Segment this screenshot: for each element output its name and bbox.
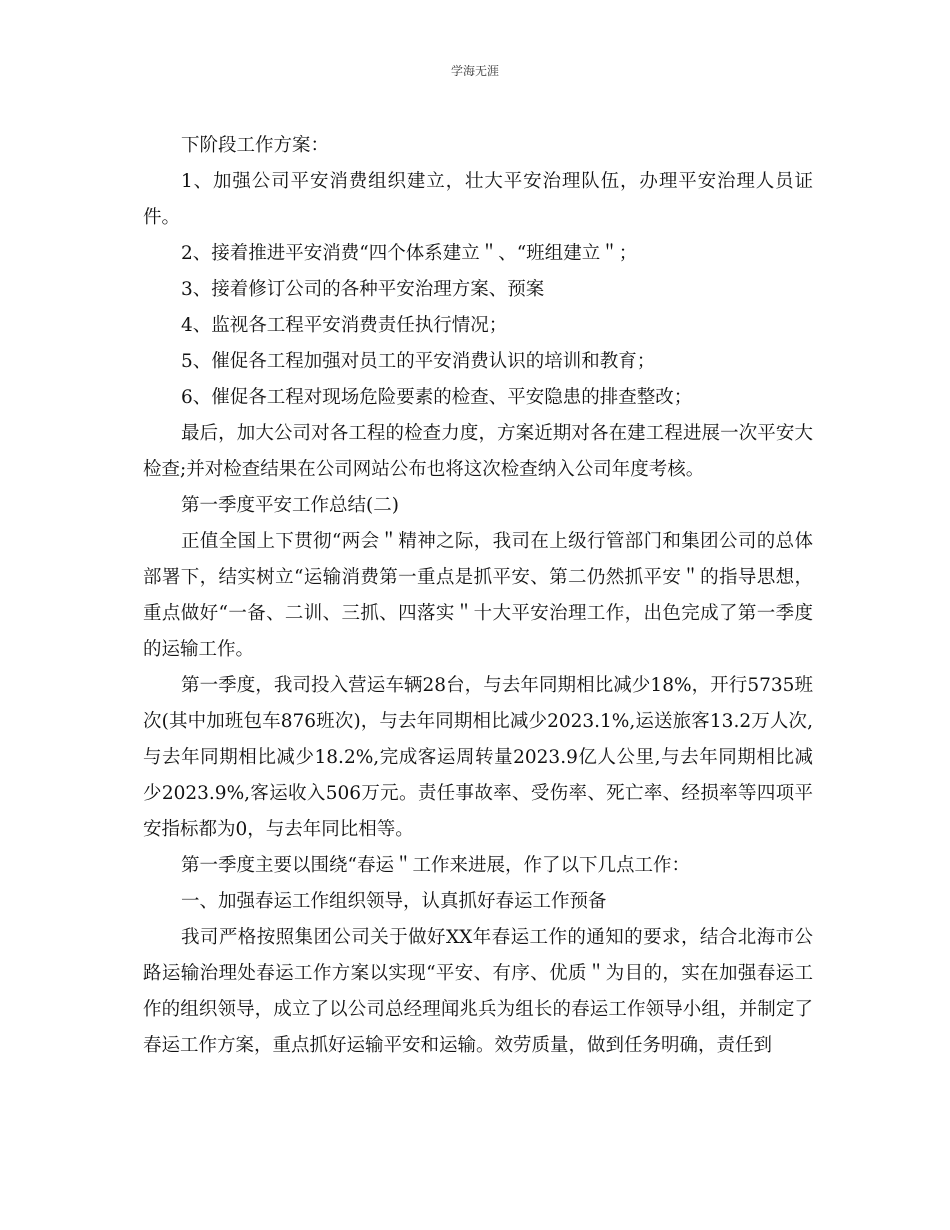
page-header: 学海无涯: [450, 64, 499, 78]
paragraph-intro: 正值全国上下贯彻“两会＂精神之际，我司在上级行管部门和集团公司的总体部署下，结实树立“运输消费第一重点是抓平安、第二仍然抓平安＂的指导思想，重点做好“一备、二训、三抓、四落实＂十大平安治理工作，出色完成了第一季度的运输工作。: [143, 531, 813, 660]
paragraph-next-phase-heading: 下阶段工作方案：: [181, 135, 330, 156]
paragraph-item-4: 4、监视各工程平安消费责任执行情况；: [181, 315, 508, 336]
section-title: 第一季度平安工作总结(二): [181, 495, 399, 516]
paragraph-spring-transport: 第一季度主要以围绕“春运＂工作来进展，作了以下几点工作：: [181, 855, 690, 876]
document-body: [143, 128, 813, 1064]
paragraph-item-6: 6、催促各工程对现场危险要素的检查、平安隐患的排查整改；: [181, 387, 693, 408]
paragraph-item-5: 5、催促各工程加强对员工的平安消费认识的培训和教育；: [181, 351, 656, 372]
paragraph-organization: 我司严格按照集团公司关于做好XX年春运工作的通知的要求，结合北海市公路运输治理处春运工作方案以实现“平安、有序、优质＂为目的，实在加强春运工作的组织领导，成立了以公司总经理闻兆兵为组长的春运工作领导小组，并制定了春运工作方案，重点抓好运输平安和运输。效劳质量，做到任务明确，责任到: [143, 927, 813, 1056]
paragraph-statistics: 第一季度，我司投入营运车辆28台，与去年同期相比减少18%，开行5735班次(其中加班包车876班次)，与去年同期相比减少2023.1%,运送旅客13.2万人次,与去年同期相比减少18.2%,完成客运周转量2023.9亿人公里,与去年同期相比减少2023.9%,客运收入506万元。责任事故率、受伤率、死亡率、经损率等四项平安指标都为0，与去年同比相等。: [143, 675, 813, 840]
paragraph-item-3: 3、接着修订公司的各种平安治理方案、预案: [181, 279, 545, 300]
paragraph-item-1: 1、加强公司平安消费组织建立，壮大平安治理队伍，办理平安治理人员证件。: [143, 171, 813, 228]
paragraph-finally: 最后，加大公司对各工程的检查力度，方案近期对各在建工程进展一次平安大检查;并对检查结果在公司网站公布也将这次检查纳入公司年度考核。: [143, 423, 813, 480]
subsection-heading-1: 一、加强春运工作组织领导，认真抓好春运工作预备: [181, 891, 607, 912]
paragraph-item-2: 2、接着推进平安消费“四个体系建立＂、“班组建立＂；: [181, 243, 638, 264]
